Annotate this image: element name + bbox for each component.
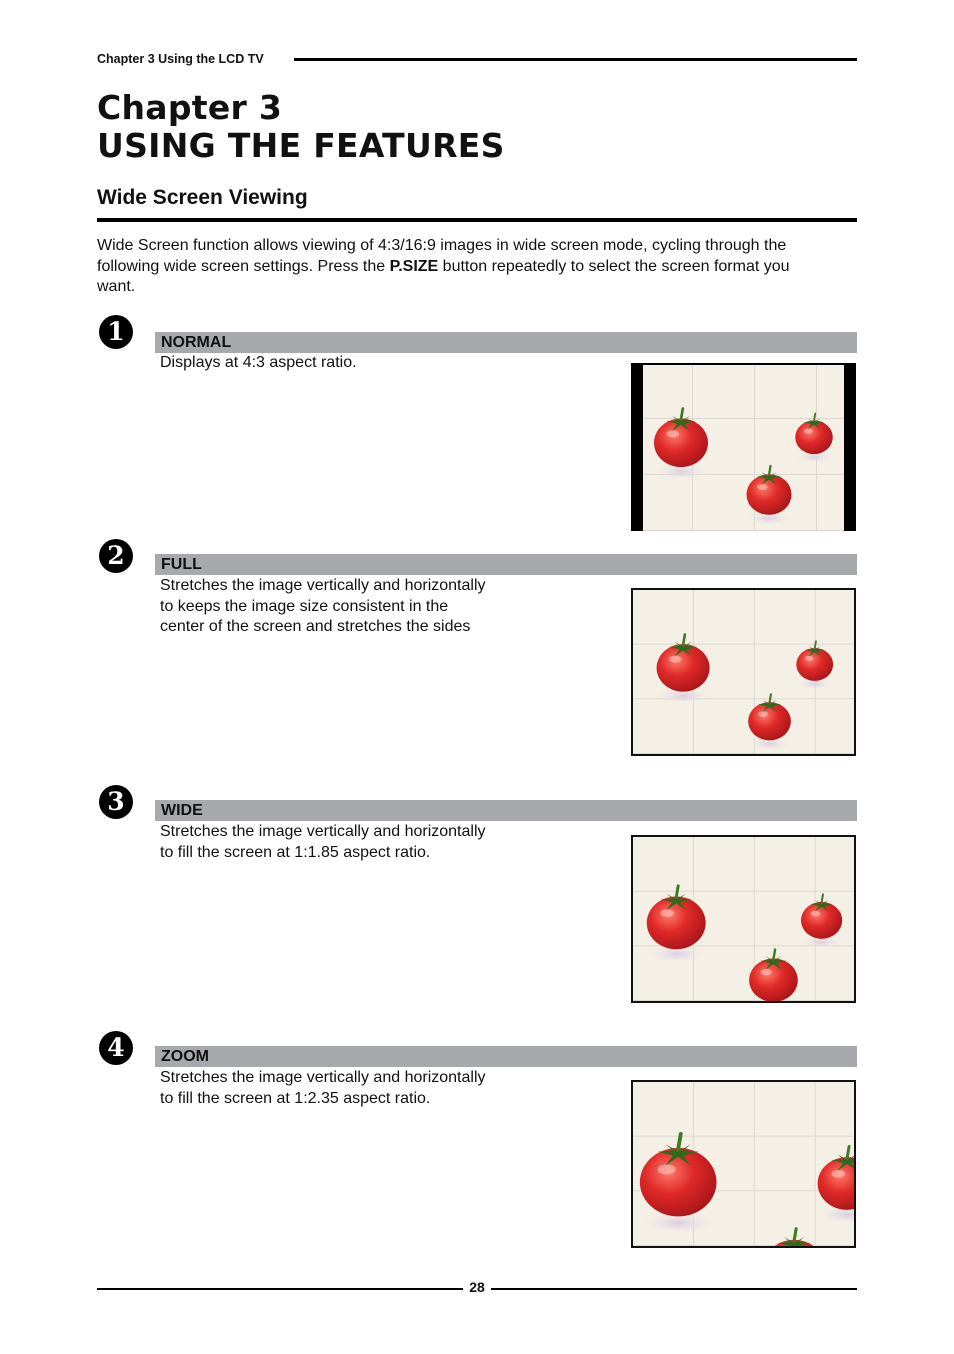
running-header-title: Chapter 3 Using the LCD TV — [97, 52, 264, 66]
mode-name-full: FULL — [161, 556, 202, 573]
mode-name-wide: WIDE — [161, 802, 203, 819]
intro-text-before: Wide Screen function allows viewing of 4:3/16:9 images in wide screen mode, cycling through the following wide screen settings. Press the — [97, 237, 787, 275]
tomatoes-wide-image — [631, 835, 856, 1003]
mode-bar-normal — [155, 332, 857, 353]
mode-description-full: Stretches the image vertically and horizontally to keeps the image size consistent in the center of the screen and stretches the sides — [160, 577, 486, 636]
mode-name-zoom: ZOOM — [161, 1048, 209, 1065]
chapter-title — [97, 89, 505, 165]
footer-rule-left — [97, 1288, 463, 1290]
mode-bar-wide — [155, 800, 857, 821]
mode-bar-zoom — [155, 1046, 857, 1067]
section-title: Wide Screen Viewing — [97, 186, 308, 209]
tomatoes-normal-image — [631, 363, 856, 531]
psize-button-name: P.SIZE — [389, 257, 439, 275]
chapter-name: USING THE FEATURES — [97, 126, 505, 165]
mode-description-zoom: Stretches the image vertically and horizontally to fill the screen at 1:2.35 aspect ratio. — [160, 1069, 486, 1107]
chapter-number: Chapter 3 — [97, 88, 283, 127]
number-4-icon: 4 — [99, 1031, 133, 1065]
mode-description-wide: Stretches the image vertically and horizontally to fill the screen at 1:1.85 aspect ratio. — [160, 823, 486, 861]
tomatoes-zoom-image — [631, 1080, 856, 1248]
footer-rule-right — [491, 1288, 857, 1290]
mode-description-normal: Displays at 4:3 aspect ratio. — [160, 354, 357, 371]
number-2-icon: 2 — [99, 539, 133, 573]
intro-text-after: button repeatedly to select the screen format you want. — [97, 257, 790, 296]
running-header — [97, 52, 857, 70]
section-rule — [97, 218, 857, 222]
running-header-rule — [294, 58, 857, 61]
mode-bar-full — [155, 554, 857, 575]
number-1-icon: 1 — [99, 315, 133, 349]
tomatoes-full-image — [631, 588, 856, 756]
number-3-icon: 3 — [99, 785, 133, 819]
intro-paragraph — [97, 236, 827, 298]
page-number: 28 — [469, 1279, 485, 1295]
mode-name-normal: NORMAL — [161, 334, 232, 351]
